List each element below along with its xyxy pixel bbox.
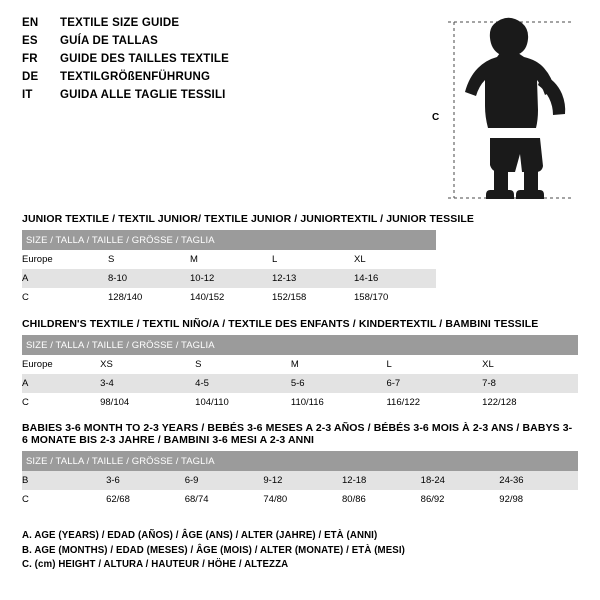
- cell: 8-10: [108, 269, 190, 288]
- row-label: A: [22, 269, 108, 288]
- cell: 62/68: [106, 490, 185, 509]
- row-label: B: [22, 471, 106, 490]
- junior-table-header-label: SIZE / TALLA / TAILLE / GRÖSSE / TAGLIA: [26, 234, 215, 246]
- row-label: C: [22, 393, 100, 412]
- children-table-header-label: SIZE / TALLA / TAILLE / GRÖSSE / TAGLIA: [26, 339, 215, 351]
- cell: 4-5: [195, 374, 291, 393]
- legend-line: A. AGE (YEARS) / EDAD (AÑOS) / ÂGE (ANS) / ALTER (JAHRE) / ETÀ (ANNI): [22, 530, 378, 541]
- table-row: [22, 269, 436, 288]
- cell: L: [272, 250, 354, 269]
- cell: XL: [354, 250, 436, 269]
- header-title: GUIDA ALLE TAGLIE TESSILI: [60, 89, 226, 101]
- cell: 98/104: [100, 393, 195, 412]
- row-label: Europe: [22, 355, 100, 374]
- table-row: [22, 471, 578, 490]
- table-row: [22, 490, 578, 509]
- cell: 14-16: [354, 269, 436, 288]
- cell: 9-12: [263, 471, 342, 490]
- table-row: [22, 393, 578, 412]
- cell: M: [291, 355, 387, 374]
- row-label: C: [22, 490, 106, 509]
- babies-textile-block: [22, 422, 578, 509]
- header-title: TEXTILE SIZE GUIDE: [60, 17, 180, 29]
- cell: 122/128: [482, 393, 578, 412]
- cell: 12-18: [342, 471, 421, 490]
- header-language-code: FR: [22, 53, 38, 65]
- table-row: [22, 355, 578, 374]
- table-row: [22, 374, 578, 393]
- table-row: [22, 250, 436, 269]
- cell: 110/116: [291, 393, 387, 412]
- legend: [22, 529, 578, 573]
- cell: 10-12: [190, 269, 272, 288]
- cell: 18-24: [421, 471, 500, 490]
- row-label: A: [22, 374, 100, 393]
- legend-line: B. AGE (MONTHS) / EDAD (MESES) / ÂGE (MOIS) / ALTER (MONATE) / ETÀ (MESI): [22, 544, 405, 556]
- legend-line: C. (cm) HEIGHT / ALTURA / HAUTEUR / HÖHE / ALTEZZA: [22, 559, 289, 570]
- junior-size-table: [22, 230, 436, 307]
- table-header-row: [22, 451, 578, 471]
- header-row: [22, 50, 442, 68]
- children-size-table: [22, 335, 578, 412]
- cell: M: [190, 250, 272, 269]
- header-language-code: ES: [22, 35, 38, 47]
- cell: 68/74: [185, 490, 264, 509]
- header-row: [22, 32, 442, 50]
- cell: 152/158: [272, 288, 354, 307]
- cell: XS: [100, 355, 195, 374]
- junior-block-title: JUNIOR TEXTILE / TEXTIL JUNIOR/ TEXTILE JUNIOR / JUNIORTEXTIL / JUNIOR TESSILE: [22, 213, 474, 225]
- child-silhouette-icon: [432, 8, 582, 208]
- cell: 74/80: [263, 490, 342, 509]
- table-row: [22, 288, 436, 307]
- cell: 3-4: [100, 374, 195, 393]
- children-block-title: CHILDREN'S TEXTILE / TEXTIL NIÑO/A / TEXTILE DES ENFANTS / KINDERTEXTIL / BAMBINI TESSILE: [22, 318, 539, 330]
- cell: 5-6: [291, 374, 387, 393]
- header-row: [22, 68, 442, 86]
- babies-block-title: BABIES 3-6 MONTH TO 2-3 YEARS / BEBÉS 3-6 MESES A 2-3 AÑOS / BÉBÉS 3-6 MOIS À 2-3 ANS / BABYS 3-6 MONATE BIS 2-3 JAHRE / BAMBINI 3-6 MESI A 2-3 ANNI: [22, 422, 573, 446]
- row-label: C: [22, 288, 108, 307]
- figure-height-label: C: [432, 112, 440, 123]
- cell: 116/122: [386, 393, 482, 412]
- table-header-row: [22, 335, 578, 355]
- header-language-code: DE: [22, 71, 39, 83]
- cell: 92/98: [499, 490, 578, 509]
- cell: S: [195, 355, 291, 374]
- header-row: [22, 86, 442, 104]
- babies-size-table: [22, 451, 578, 509]
- cell: 140/152: [190, 288, 272, 307]
- header-language-list: [22, 14, 442, 104]
- header-row: [22, 14, 442, 32]
- row-label: Europe: [22, 250, 108, 269]
- header-title: TEXTILGRÖßENFÜHRUNG: [60, 71, 211, 83]
- header-title: GUIDE DES TAILLES TEXTILE: [60, 53, 229, 65]
- cell: 3-6: [106, 471, 185, 490]
- cell: 24-36: [499, 471, 578, 490]
- cell: 80/86: [342, 490, 421, 509]
- table-header-row: [22, 230, 436, 250]
- header-title: GUÍA DE TALLAS: [60, 35, 158, 47]
- cell: 158/170: [354, 288, 436, 307]
- header-language-code: IT: [22, 89, 33, 101]
- cell: 12-13: [272, 269, 354, 288]
- childrens-textile-block: [22, 318, 578, 412]
- babies-table-header-label: SIZE / TALLA / TAILLE / GRÖSSE / TAGLIA: [26, 455, 215, 467]
- cell: 7-8: [482, 374, 578, 393]
- cell: 6-7: [386, 374, 482, 393]
- cell: 128/140: [108, 288, 190, 307]
- header-language-code: EN: [22, 17, 39, 29]
- cell: XL: [482, 355, 578, 374]
- figure-illustration: [432, 8, 582, 208]
- cell: 6-9: [185, 471, 264, 490]
- cell: L: [386, 355, 482, 374]
- cell: 104/110: [195, 393, 291, 412]
- cell: 86/92: [421, 490, 500, 509]
- junior-textile-block: [22, 213, 578, 307]
- cell: S: [108, 250, 190, 269]
